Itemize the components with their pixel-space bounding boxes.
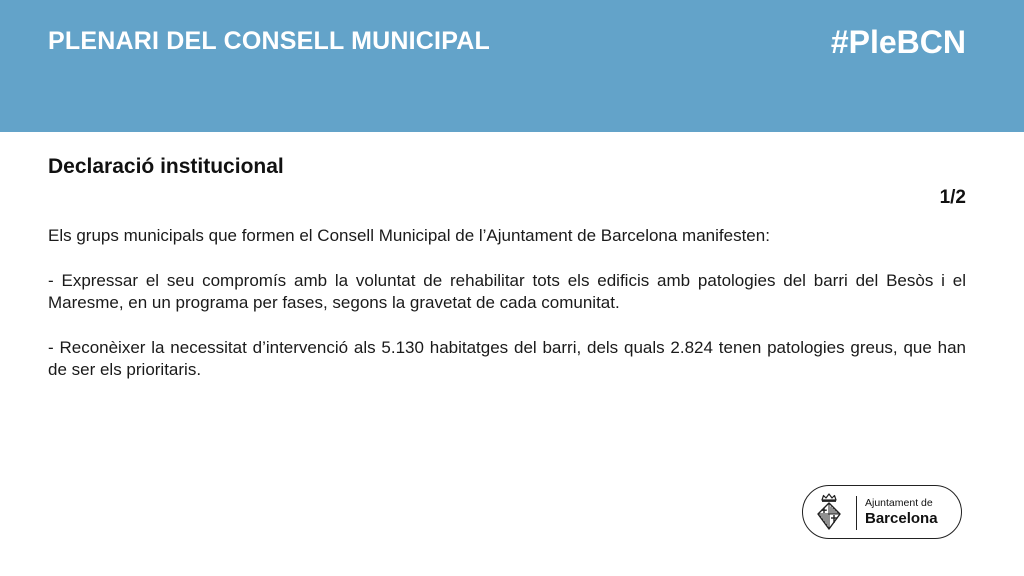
declaration-point: - Expressar el seu compromís amb la voluntat de rehabilitar tots els edificis amb patologies del barri del Besòs i el Maresme, en un programa per fases, segons la gravetat de cada comunitat. <box>48 270 966 312</box>
declaration-intro: Els grups municipals que formen el Consell Municipal de l’Ajuntament de Barcelona manifesten: <box>48 226 770 245</box>
page-indicator: 1/2 <box>939 187 966 208</box>
logo-text-ajuntament: Ajuntament de <box>865 497 933 509</box>
logo-divider <box>856 496 857 530</box>
header-banner <box>0 0 1024 132</box>
ajuntament-logo <box>802 485 962 539</box>
barcelona-coat-of-arms-icon <box>805 488 853 536</box>
declaration-point: - Reconèixer la necessitat d’intervenció als 5.130 habitatges del barri, dels quals 2.824 tenen patologies greus, que han de ser els prioritaris. <box>48 337 966 379</box>
logo-text-barcelona: Barcelona <box>865 510 938 527</box>
header-title: PLENARI DEL CONSELL MUNICIPAL <box>48 27 490 55</box>
header-hashtag: #PleBCN <box>830 24 966 60</box>
declaration-body <box>48 225 966 404</box>
section-title: Declaració institucional <box>48 155 284 178</box>
